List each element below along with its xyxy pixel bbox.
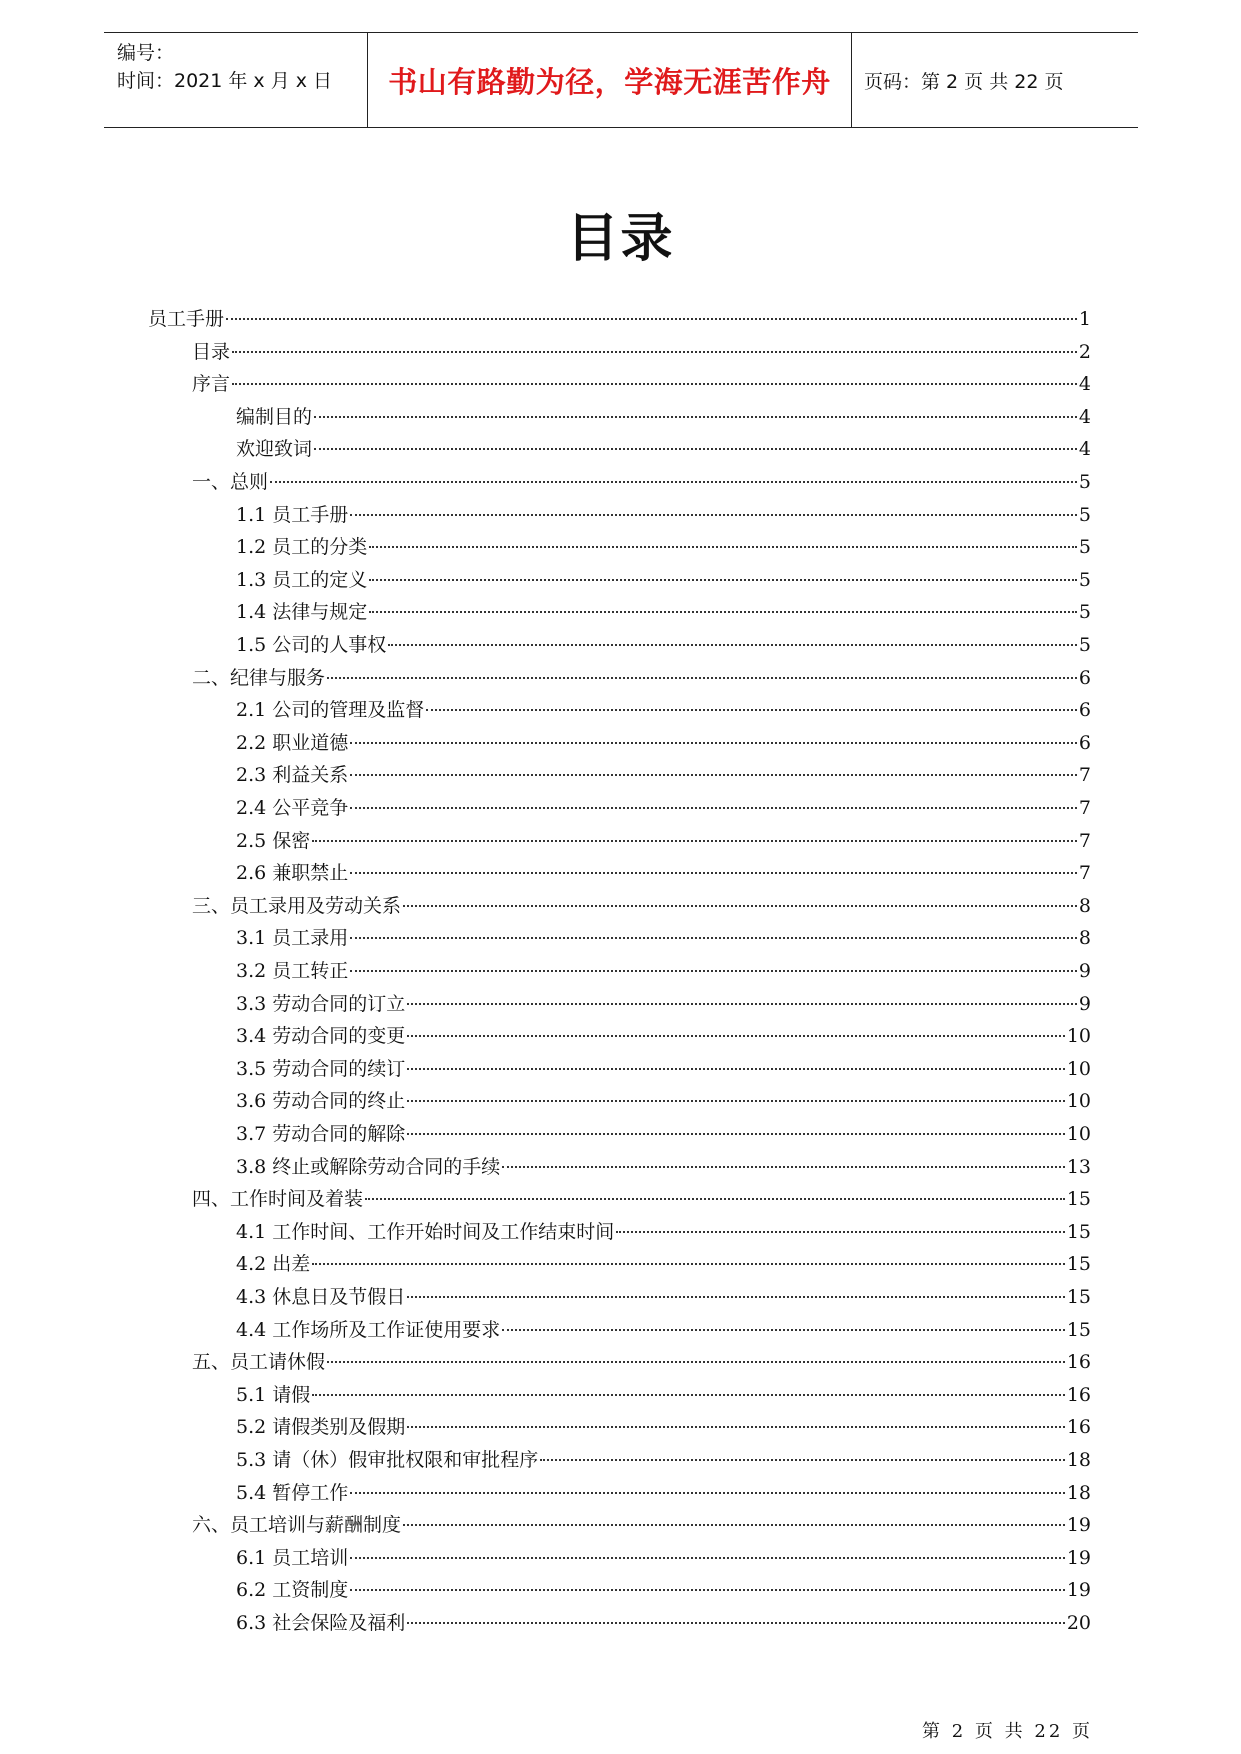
- toc-entry-page: 15: [1066, 1220, 1091, 1243]
- toc-entry[interactable]: [236, 1478, 1091, 1508]
- toc-entry-page: 19: [1066, 1546, 1091, 1569]
- toc-entry[interactable]: [236, 956, 1091, 986]
- toc-dot-leader: [407, 1099, 1065, 1102]
- toc-entry-page: 18: [1066, 1449, 1091, 1471]
- toc-dot-leader: [407, 1132, 1065, 1135]
- toc-entry[interactable]: [236, 1412, 1091, 1442]
- toc-dot-leader: [407, 1067, 1065, 1070]
- toc-entry[interactable]: [192, 337, 1091, 367]
- toc-dot-leader: [350, 1556, 1065, 1559]
- toc-entry-page: 7: [1078, 829, 1091, 852]
- toc-dot-leader: [350, 513, 1077, 516]
- toc-entry-page: 7: [1078, 797, 1091, 819]
- toc-entry[interactable]: [192, 467, 1091, 497]
- toc-entry[interactable]: [236, 793, 1091, 823]
- toc-entry-label: 1.4 法律与规定: [236, 601, 368, 624]
- toc-entry-page: 5: [1078, 601, 1091, 624]
- document-time: 时间：2021 年 x 月 x 日: [117, 70, 333, 92]
- toc-entry-page: 1: [1078, 308, 1091, 330]
- toc-entry-label: 4.1 工作时间、工作开始时间及工作结束时间: [236, 1220, 615, 1243]
- header-motto: 书山有路勤为径，学海无涯苦作舟: [368, 33, 852, 127]
- toc-entry[interactable]: [236, 402, 1091, 432]
- toc-dot-leader: [350, 741, 1077, 744]
- toc-entry-label: 六、员工培训与薪酬制度: [192, 1514, 402, 1537]
- toc-entry-label: 3.5 劳动合同的续订: [236, 1057, 406, 1080]
- toc-entry-page: 16: [1066, 1351, 1091, 1374]
- toc-entry[interactable]: [236, 1445, 1091, 1475]
- toc-dot-leader: [350, 969, 1077, 972]
- toc-entry-page: 10: [1066, 1123, 1091, 1145]
- toc-entry[interactable]: [236, 1152, 1091, 1182]
- toc-entry-label: 3.7 劳动合同的解除: [236, 1123, 406, 1145]
- toc-entry-page: 16: [1066, 1416, 1091, 1439]
- toc-dot-leader: [312, 1393, 1065, 1396]
- toc-entry[interactable]: [236, 1086, 1091, 1116]
- toc-entry-label: 欢迎致词: [236, 438, 313, 461]
- page-header: [104, 32, 1138, 128]
- toc-entry[interactable]: [236, 728, 1091, 758]
- toc-entry-label: 6.2 工资制度: [236, 1579, 349, 1602]
- toc-entry-page: 4: [1078, 405, 1091, 428]
- toc-entry-label: 3.6 劳动合同的终止: [236, 1090, 406, 1113]
- toc-entry-page: 19: [1066, 1514, 1091, 1537]
- toc-entry[interactable]: [236, 434, 1091, 464]
- toc-entry[interactable]: [192, 1184, 1091, 1214]
- toc-entry-label: 6.3 社会保险及福利: [236, 1612, 406, 1634]
- toc-entry[interactable]: [236, 760, 1091, 790]
- toc-entry-page: 19: [1066, 1579, 1091, 1602]
- toc-dot-leader: [350, 806, 1077, 809]
- toc-dot-leader: [369, 545, 1077, 548]
- header-page-info: 页码：第 2 页 共 22 页: [864, 70, 1064, 93]
- toc-dot-leader: [407, 1295, 1065, 1298]
- toc-entry[interactable]: [236, 923, 1091, 953]
- toc-entry-page: 15: [1066, 1318, 1091, 1341]
- toc-dot-leader: [232, 350, 1077, 353]
- toc-dot-leader: [232, 382, 1077, 385]
- toc-dot-leader: [314, 415, 1077, 418]
- toc-dot-leader: [616, 1230, 1065, 1233]
- toc-entry-label: 编制目的: [236, 405, 313, 428]
- toc-entry-label: 2.1 公司的管理及监督: [236, 699, 425, 722]
- toc-entry-page: 15: [1066, 1286, 1091, 1308]
- toc-entry-page: 2: [1078, 340, 1091, 363]
- toc-entry[interactable]: [236, 1315, 1091, 1345]
- toc-dot-leader: [388, 643, 1077, 646]
- toc-dot-leader: [407, 1034, 1065, 1037]
- toc-dot-leader: [407, 1621, 1065, 1624]
- toc-dot-leader: [350, 773, 1077, 776]
- toc-entry[interactable]: [236, 565, 1091, 595]
- toc-entry-page: 6: [1078, 699, 1091, 722]
- toc-entry[interactable]: [236, 630, 1091, 660]
- toc-entry-page: 10: [1066, 1057, 1091, 1080]
- toc-entry-page: 15: [1066, 1253, 1091, 1276]
- header-left-cell: [104, 33, 368, 127]
- toc-dot-leader: [502, 1165, 1065, 1168]
- toc-entry-page: 18: [1066, 1481, 1091, 1504]
- toc-entry-label: 三、员工录用及劳动关系: [192, 894, 402, 917]
- toc-entry-page: 10: [1066, 1025, 1091, 1048]
- toc-entry-label: 3.8 终止或解除劳动合同的手续: [236, 1155, 501, 1178]
- toc-dot-leader: [502, 1328, 1065, 1331]
- toc-dot-leader: [426, 708, 1077, 711]
- toc-dot-leader: [365, 1197, 1065, 1200]
- toc-entry-page: 5: [1078, 634, 1091, 656]
- toc-entry-label: 3.2 员工转正: [236, 960, 349, 982]
- toc-entry-label: 1.2 员工的分类: [236, 536, 368, 559]
- toc-entry-label: 3.3 劳动合同的订立: [236, 992, 406, 1015]
- toc-entry-label: 一、总则: [192, 471, 269, 493]
- toc-entry-page: 5: [1078, 568, 1091, 591]
- toc-entry-label: 6.1 员工培训: [236, 1546, 349, 1569]
- toc-entry[interactable]: [192, 1347, 1091, 1377]
- toc-entry-label: 4.2 出差: [236, 1253, 311, 1276]
- toc-entry[interactable]: [192, 369, 1091, 399]
- toc-dot-leader: [327, 1360, 1065, 1363]
- toc-entry-page: 8: [1078, 927, 1091, 950]
- toc-entry-label: 4.3 休息日及节假日: [236, 1286, 406, 1308]
- toc-entry-label: 5.3 请（休）假审批权限和审批程序: [236, 1449, 539, 1471]
- toc-entry-label: 目录: [192, 340, 231, 363]
- toc-dot-leader: [350, 1491, 1065, 1494]
- toc-entry-page: 5: [1078, 471, 1091, 493]
- toc-entry[interactable]: [236, 1380, 1091, 1410]
- toc-entry[interactable]: [236, 1543, 1091, 1573]
- toc-dot-leader: [314, 447, 1077, 450]
- toc-dot-leader: [327, 676, 1077, 679]
- toc-entry-page: 7: [1078, 764, 1091, 787]
- toc-entry-page: 16: [1066, 1383, 1091, 1406]
- toc-dot-leader: [312, 839, 1077, 842]
- toc-entry[interactable]: [236, 1217, 1091, 1247]
- toc-entry[interactable]: [236, 1249, 1091, 1279]
- toc-entry-page: 8: [1078, 894, 1091, 917]
- toc-entry-page: 7: [1078, 862, 1091, 885]
- toc-entry[interactable]: [148, 304, 1091, 334]
- toc-entry[interactable]: [236, 858, 1091, 888]
- toc-entry-label: 2.4 公平竞争: [236, 797, 349, 819]
- toc-entry-label: 员工手册: [148, 308, 225, 330]
- toc-entry-label: 2.5 保密: [236, 829, 311, 852]
- toc-dot-leader: [403, 904, 1077, 907]
- toc-dot-leader: [350, 871, 1077, 874]
- toc-entry-label: 2.2 职业道德: [236, 731, 349, 754]
- toc-entry-label: 5.1 请假: [236, 1383, 311, 1406]
- toc-entry-page: 5: [1078, 503, 1091, 526]
- toc-entry-label: 二、纪律与服务: [192, 666, 326, 689]
- toc-entry-page: 4: [1078, 438, 1091, 461]
- toc-dot-leader: [350, 936, 1077, 939]
- toc-entry[interactable]: [236, 826, 1091, 856]
- toc-dot-leader: [403, 1523, 1065, 1526]
- toc-entry-page: 5: [1078, 536, 1091, 559]
- toc-entry[interactable]: [236, 695, 1091, 725]
- toc-entry[interactable]: [236, 1054, 1091, 1084]
- toc-entry-label: 1.1 员工手册: [236, 503, 349, 526]
- toc-entry[interactable]: [236, 1575, 1091, 1605]
- toc-entry-page: 10: [1066, 1090, 1091, 1113]
- toc-entry-page: 4: [1078, 373, 1091, 396]
- toc-entry[interactable]: [236, 532, 1091, 562]
- toc-dot-leader: [270, 480, 1077, 483]
- toc-entry-label: 4.4 工作场所及工作证使用要求: [236, 1318, 501, 1341]
- toc-entry-page: 9: [1078, 992, 1091, 1015]
- toc-entry-label: 序言: [192, 373, 231, 396]
- toc-entry[interactable]: [192, 663, 1091, 693]
- toc-entry[interactable]: [236, 1021, 1091, 1051]
- toc-entry-label: 1.5 公司的人事权: [236, 634, 387, 656]
- toc-entry-label: 五、员工请休假: [192, 1351, 326, 1374]
- toc-entry-label: 5.2 请假类别及假期: [236, 1416, 406, 1439]
- toc-entry-label: 5.4 暂停工作: [236, 1481, 349, 1504]
- toc-entry[interactable]: [236, 1282, 1091, 1312]
- document-number-label: 编号：: [117, 42, 175, 64]
- toc-entry[interactable]: [236, 989, 1091, 1019]
- toc-entry-page: 6: [1078, 666, 1091, 689]
- page-title: 目录: [566, 209, 675, 269]
- toc-dot-leader: [350, 1588, 1065, 1591]
- toc-entry[interactable]: [192, 1510, 1091, 1540]
- toc-dot-leader: [226, 317, 1077, 320]
- toc-entry-page: 20: [1066, 1612, 1091, 1634]
- toc-entry-page: 15: [1066, 1188, 1091, 1211]
- page-footer: 第 2 页 共 22 页: [922, 1721, 1093, 1742]
- toc-entry-label: 四、工作时间及着装: [192, 1188, 364, 1211]
- toc-entry-label: 1.3 员工的定义: [236, 568, 368, 591]
- toc-entry-label: 3.1 员工录用: [236, 927, 349, 950]
- toc-dot-leader: [407, 1002, 1077, 1005]
- toc-dot-leader: [369, 578, 1077, 581]
- toc-entry[interactable]: [236, 500, 1091, 530]
- toc-entry[interactable]: [192, 891, 1091, 921]
- toc-dot-leader: [540, 1458, 1065, 1461]
- toc-dot-leader: [312, 1262, 1065, 1265]
- toc-entry[interactable]: [236, 597, 1091, 627]
- toc-dot-leader: [407, 1425, 1065, 1428]
- toc-entry-label: 2.6 兼职禁止: [236, 862, 349, 885]
- toc-entry-page: 13: [1066, 1155, 1091, 1178]
- toc-entry-page: 6: [1078, 731, 1091, 754]
- toc-entry[interactable]: [236, 1608, 1091, 1638]
- toc-dot-leader: [369, 610, 1077, 613]
- toc-entry-page: 9: [1078, 960, 1091, 982]
- toc-entry-label: 3.4 劳动合同的变更: [236, 1025, 406, 1048]
- toc-entry[interactable]: [236, 1119, 1091, 1149]
- toc-entry-label: 2.3 利益关系: [236, 764, 349, 787]
